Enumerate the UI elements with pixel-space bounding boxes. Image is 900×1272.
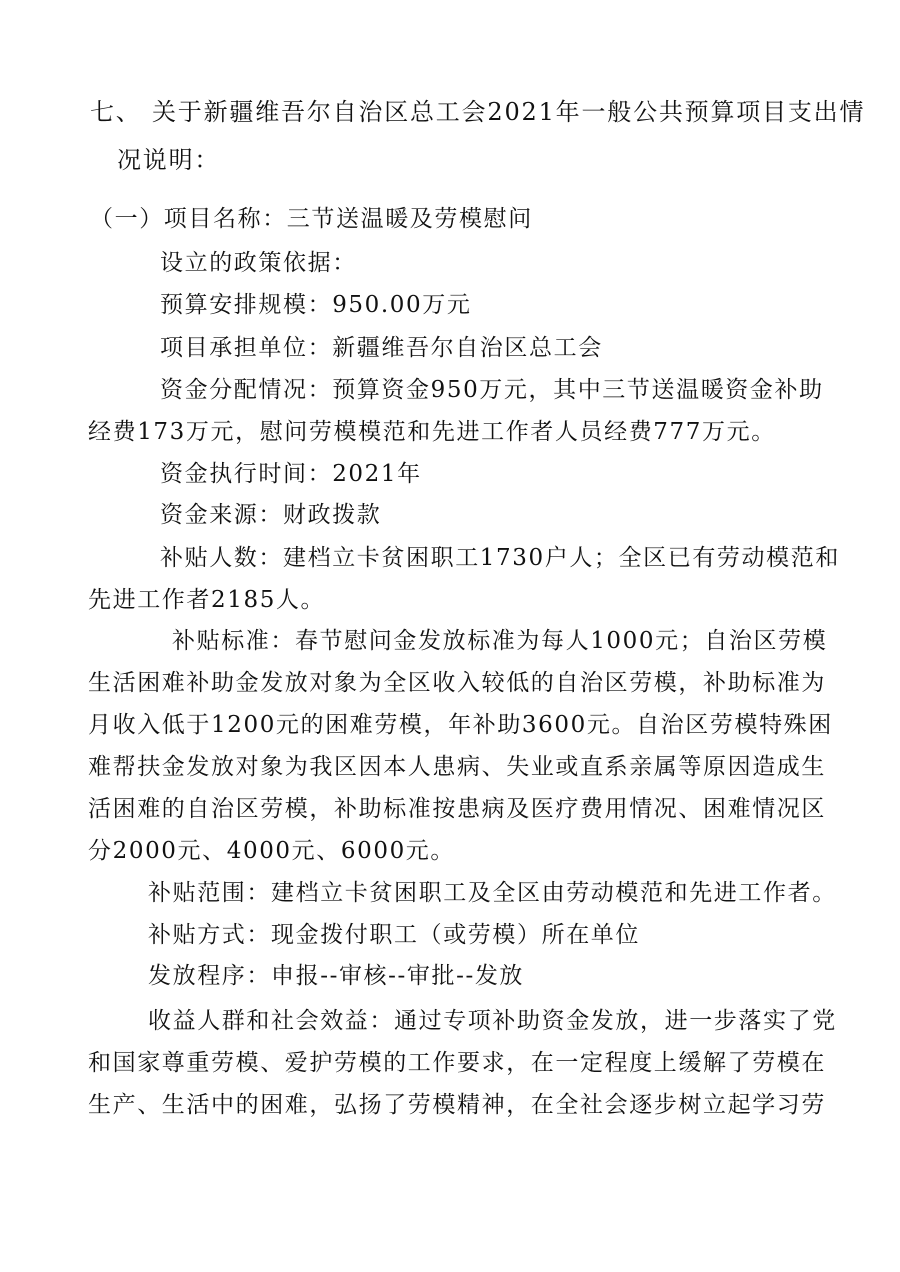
benefit-line-2: 和国家尊重劳模、爱护劳模的工作要求，在一定程度上缓解了劳模在: [88, 1050, 826, 1076]
undertaking-unit-line: 项目承担单位：新疆维吾尔自治区总工会: [160, 335, 603, 361]
subsidy-standard-line-6: 分2000元、4000元、6000元。: [88, 838, 455, 864]
subsidy-standard-line-4: 难帮扶金发放对象为我区因本人患病、失业或直系亲属等原因造成生: [88, 754, 826, 780]
subsidy-standard-line-5: 活困难的自治区劳模，补助标准按患病及医疗费用情况、困难情况区: [88, 796, 826, 822]
execution-time-line: 资金执行时间：2021年: [160, 461, 422, 487]
subsidy-standard-line-2: 生活困难补助金发放对象为全区收入较低的自治区劳模，补助标准为: [88, 670, 826, 696]
fund-source-line: 资金来源：财政拨款: [160, 502, 382, 528]
subsidy-count-line-1: 补贴人数：建档立卡贫困职工1730户人；全区已有劳动模范和: [160, 545, 840, 571]
section-title-line-1: 关于新疆维吾尔自治区总工会2021年一般公共预算项目支出情: [152, 98, 866, 126]
section-title-line-2: 况说明：: [117, 146, 221, 174]
policy-basis-line: 设立的政策依据：: [160, 250, 357, 276]
fund-allocation-line-1: 资金分配情况：预算资金950万元，其中三节送温暖资金补助: [160, 377, 824, 403]
subsidy-count-line-2: 先进工作者2185人。: [88, 587, 326, 613]
subsidy-standard-line-1: 补贴标准：春节慰问金发放标准为每人1000元；自治区劳模: [172, 628, 828, 654]
benefit-line-3: 生产、生活中的困难，弘扬了劳模精神，在全社会逐步树立起学习劳: [88, 1092, 826, 1118]
fund-allocation-line-2: 经费173万元，慰问劳模模范和先进工作者人员经费777万元。: [88, 419, 776, 445]
subsidy-scope-line: 补贴范围：建档立卡贫困职工及全区由劳动模范和先进工作者。: [148, 880, 837, 906]
subsidy-method-line: 补贴方式：现金拨付职工（或劳模）所在单位: [148, 922, 640, 948]
benefit-line-1: 收益人群和社会效益：通过专项补助资金发放，进一步落实了党: [148, 1008, 837, 1034]
distribution-procedure-line: 发放程序：申报--审核--审批--发放: [148, 963, 525, 989]
section-number: 七、: [90, 98, 142, 126]
subsidy-standard-line-3: 月收入低于1200元的困难劳模，年补助3600元。自治区劳模特殊困: [88, 712, 833, 738]
item-heading: （一）项目名称：三节送温暖及劳模慰问: [90, 206, 533, 232]
budget-scale-line: 预算安排规模：950.00万元: [160, 292, 472, 318]
